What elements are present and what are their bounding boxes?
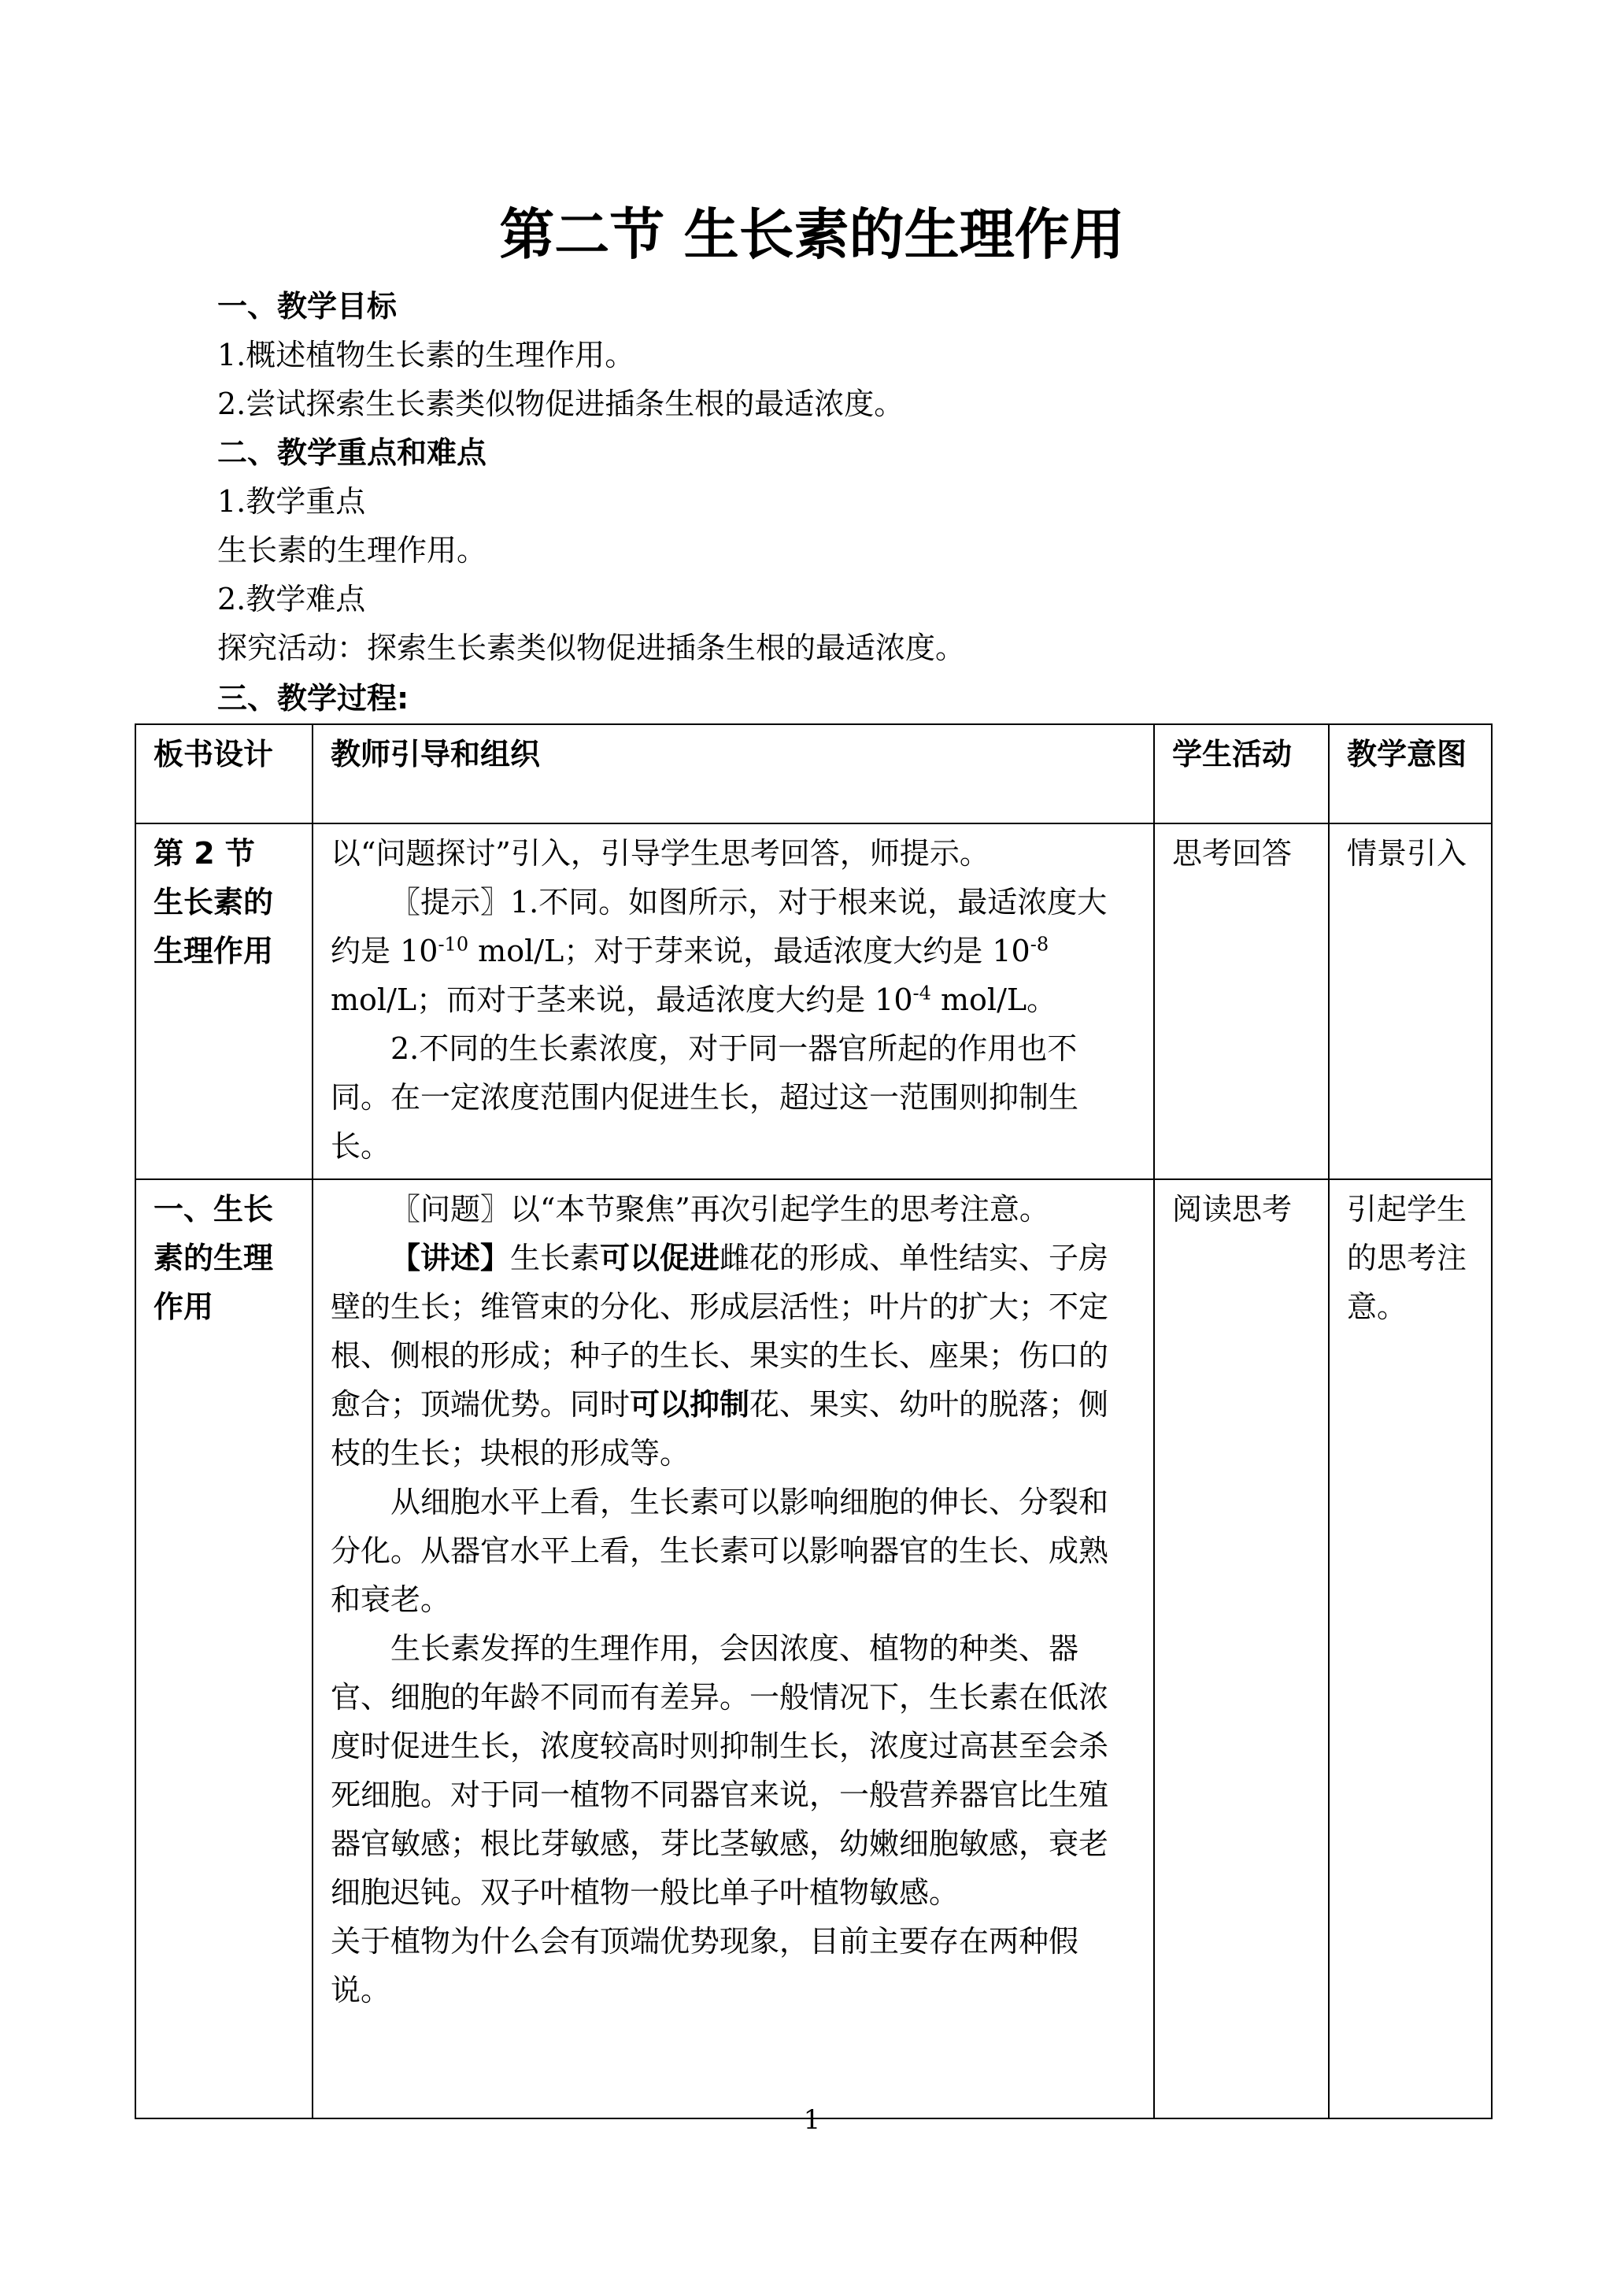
focus-text: 生长素的生理作用。: [217, 533, 487, 568]
row1-teaching-intent: 情景引入: [1329, 823, 1492, 1179]
table-header-row: [135, 724, 1492, 823]
difficulty-text: 探究活动：探索生长素类似物促进插条生根的最适浓度。: [217, 631, 966, 665]
row1-point2: 2.不同的生长素浓度，对于同一器官所起的作用也不同。在一定浓度范围内促进生长，超过这一范围则抑制生长。: [331, 1031, 1079, 1164]
row2-cell-level: 从细胞水平上看，生长素可以影响细胞的伸长、分裂和分化。从器官水平上看，生长素可以影响器官的生长、成熟和衰老。: [331, 1485, 1109, 1617]
table-row: [135, 823, 1492, 1179]
row1-student-activity: 思考回答: [1154, 823, 1329, 1179]
lecture-promote: 可以促进: [600, 1241, 720, 1275]
teaching-process-table: [135, 723, 1493, 2119]
page-title: 第二节 生长素的生理作用: [499, 202, 1125, 267]
row2-question: 〖问题〗以“本节聚焦”再次引起学生的思考注意。: [390, 1192, 1049, 1227]
row2-board-design: 一、生长素的生理作用: [135, 1179, 313, 2118]
row2-teaching-intent: 引起学生的思考注意。: [1329, 1179, 1492, 2118]
row1-teacher-guidance: [313, 823, 1154, 1179]
objectives-heading: 一、教学目标: [217, 289, 398, 324]
row2-student-activity: 阅读思考: [1154, 1179, 1329, 2118]
header-student-activity: 学生活动: [1154, 724, 1329, 823]
focus-label: 1.教学重点: [217, 484, 366, 519]
row1-hint: 〖提示〗1.不同。如图所示，对于根来说，最适浓度大约是 $10^{-10}$ mol/L；对于芽来说，最适浓度大约是 $10^{-8}$ mol/L；而对于茎来说，最适浓度大约是 $10^{-4}$ mol/L。: [331, 885, 1108, 1017]
row2-teacher-guidance: [313, 1179, 1154, 2118]
difficulty-label: 2.教学难点: [217, 582, 366, 616]
process-heading: 三、教学过程:: [217, 681, 409, 716]
lecture-label: 【讲述】: [390, 1241, 511, 1275]
objective-item-2: 2.尝试探索生长素类似物促进插条生根的最适浓度。: [217, 387, 904, 421]
root-exponent: -10: [438, 933, 469, 956]
table-row: [135, 1179, 1492, 2118]
lecture-inhibit: 可以抑制: [630, 1387, 750, 1422]
row2-lecture: 【讲述】生长素可以促进雌花的形成、单性结实、子房壁的生长；维管束的分化、形成层活性；叶片的扩大；不定根、侧根的形成；种子的生长、果实的生长、座果；伤口的愈合；顶端优势。同时可以抑制花、果实、幼叶的脱落；侧枝的生长；块根的形成等。: [331, 1241, 1109, 1471]
row1-board-line2: 生长素的生理作用: [154, 885, 274, 968]
header-teacher-guidance: 教师引导和组织: [313, 724, 1154, 823]
row1-board-line1: 第 2 节: [154, 836, 255, 871]
stem-exponent: -4: [912, 982, 931, 1005]
objective-item-1: 1.概述植物生长素的生理作用。: [217, 338, 635, 372]
row1-intro: 以“问题探讨”引入，引导学生思考回答，师提示。: [331, 836, 990, 871]
bud-exponent: -8: [1030, 933, 1049, 956]
header-board-design: 板书设计: [135, 724, 313, 823]
keypoints-heading: 二、教学重点和难点: [217, 435, 487, 470]
row1-board-design: [135, 823, 313, 1179]
page-number: 1: [803, 2104, 821, 2136]
row2-apical-dominance: 关于植物为什么会有顶端优势现象，目前主要存在两种假说。: [331, 1924, 1079, 2007]
row2-factors: 生长素发挥的生理作用，会因浓度、植物的种类、器官、细胞的年龄不同而有差异。一般情况下，生长素在低浓度时促进生长，浓度较高时则抑制生长，浓度过高甚至会杀死细胞。对于同一植物不同器官来说，一般营养器官比生殖器官敏感；根比芽敏感，芽比茎敏感，幼嫩细胞敏感，衰老细胞迟钝。双子叶植物一般比单子叶植物敏感。: [331, 1631, 1109, 1910]
header-teaching-intent: 教学意图: [1329, 724, 1492, 823]
